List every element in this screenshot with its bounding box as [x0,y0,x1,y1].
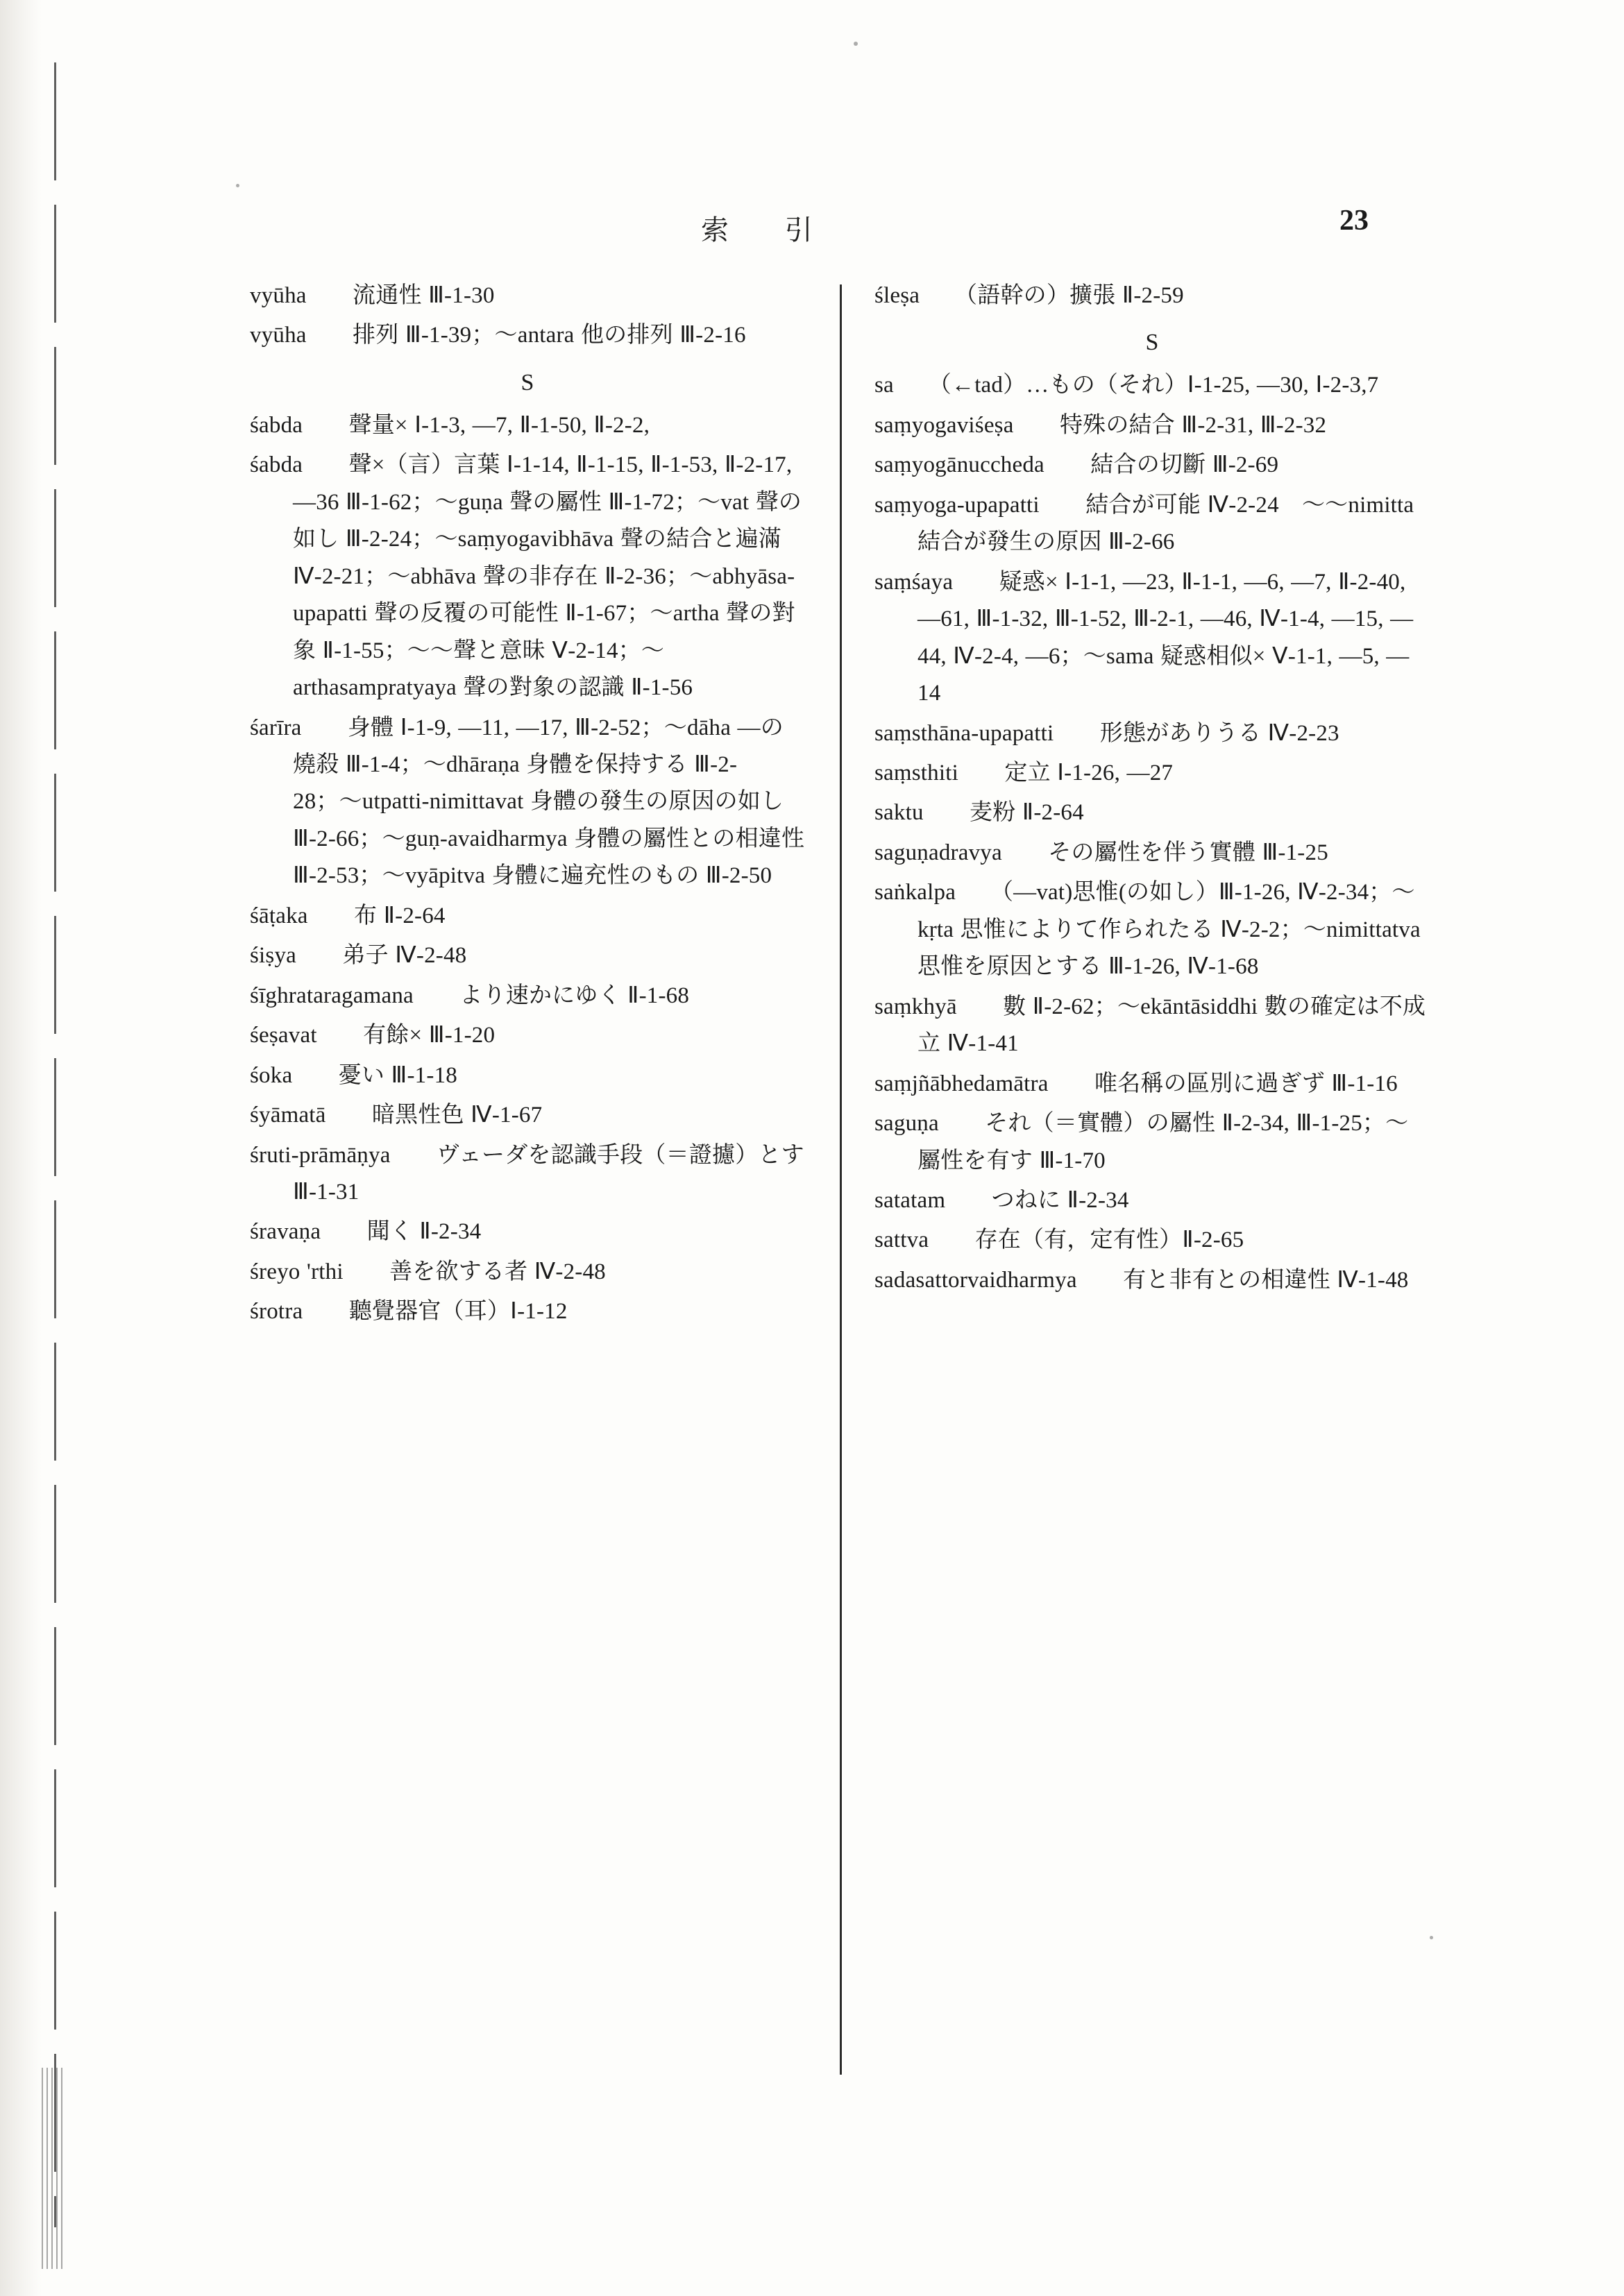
index-entry: saṃsthāna-upapatti 形態がありうる Ⅳ-2-23 [874,720,1339,746]
index-entry: śīghrataragamana より速かにゆく Ⅱ-1-68 [250,983,690,1008]
index-entry: saṃsthiti 定立 Ⅰ-1-26, —27 [874,760,1174,785]
index-entry: śabda 聲×（言）言葉 Ⅰ-1-14, Ⅱ-1-15, Ⅱ-1-53, Ⅱ-2-17, —36 Ⅲ-1-62；〜guṇa 聲の屬性 Ⅲ-1-72；〜vat 聲の如し Ⅲ-2-24；〜saṃyogavibhāva 聲の結合と遍滿 Ⅳ-2-21；〜abhāva 聲の非存在 Ⅱ-2-36；〜abhyāsa-upapatti 聲の反覆の可能性 Ⅱ-1-67；〜artha 聲の對象 Ⅱ-1-55；〜〜聲と意昧 Ⅴ-2-14；〜arthasampratyaya 聲の對象の認識 Ⅱ-1-56 [250,452,802,701]
spine-smudge [42,2068,65,2269]
index-entry: sa （←tad）…もの（それ）Ⅰ-1-25, —30, Ⅰ-2-3,7 [874,373,1379,398]
index-entry: vyūha 排列 Ⅲ-1-39；〜antara 他の排列 Ⅲ-2-16 [250,323,746,348]
index-entry: saṃkhyā 數 Ⅱ-2-62；〜ekāntāsiddhi 數の確定は不成立 Ⅳ-1-41 [874,994,1426,1057]
index-entry: śeṣavat 有餘× Ⅲ-1-20 [250,1023,496,1048]
index-entry: sadasattorvaidharmya 有と非有との相違性 Ⅳ-1-48 [874,1267,1409,1293]
left-column [250,278,805,1334]
index-entry: saṅkalpa （—vat)思惟(の如し）Ⅲ-1-26, Ⅳ-2-34；〜kṛta 思惟によりて作られたる Ⅳ-2-2；〜nimittatva 思惟を原因とする Ⅲ-1-26, Ⅳ-1-68 [874,880,1421,980]
index-entry: saṃyoga-upapatti 結合が可能 Ⅳ-2-24 〜〜nimitta 結合が發生の原因 Ⅲ-2-66 [874,492,1414,555]
index-entry: śāṭaka 布 Ⅱ-2-64 [250,903,446,928]
page-header [0,205,1624,250]
scan-speck [854,42,858,46]
index-entry: śruti-prāmāṇya ヴェーダを認識手段（＝證攄）とす Ⅲ-1-31 [250,1142,804,1205]
index-entry: śrotra 聽覺器官（耳）Ⅰ-1-12 [250,1299,568,1325]
index-entry: sattva 存在（有，定有性）Ⅱ-2-65 [874,1227,1244,1253]
index-entry: saktu 麦粉 Ⅱ-2-64 [874,800,1084,826]
index-entry: satatam つねに Ⅱ-2-34 [874,1187,1129,1213]
index-entry: śleṣa （語幹の）擴張 Ⅱ-2-59 [874,283,1184,308]
section-letter: S [1145,330,1159,356]
index-entry: śoka 憂い Ⅲ-1-18 [250,1062,457,1088]
scan-speck [236,184,239,187]
index-columns [250,278,1444,2095]
index-entry: saguṇadravya その屬性を伴う實體 Ⅲ-1-25 [874,840,1328,865]
index-entry: saṃyogaviśeṣa 特殊の結合 Ⅲ-2-31, Ⅲ-2-32 [874,412,1327,438]
index-entry: saṃśaya 疑惑× Ⅰ-1-1, —23, Ⅱ-1-1, —6, —7, Ⅱ-2-40, —61, Ⅲ-1-32, Ⅲ-1-52, Ⅲ-2-1, —46, Ⅳ-1-4, —15, —44, Ⅳ-2-4, —6；〜sama 疑惑相似× Ⅴ-1-1, —5, —14 [874,569,1414,706]
column-divider [840,284,842,2075]
index-entry: śyāmatā 暗黑性色 Ⅳ-1-67 [250,1103,543,1128]
index-entry: śiṣya 弟子 Ⅳ-2-48 [250,943,467,969]
index-entry: vyūha 流通性 Ⅲ-1-30 [250,283,495,308]
right-column [874,278,1430,1302]
index-entry: śabda 聲量× Ⅰ-1-3, —7, Ⅱ-1-50, Ⅱ-2-2, [250,412,650,438]
index-entry: śreyo 'rthi 善を欲する者 Ⅳ-2-48 [250,1259,606,1284]
page-number: 23 [1339,205,1369,237]
index-entry: saṃjñābhedamātra 唯名稱の區別に過ぎず Ⅲ-1-16 [874,1071,1398,1096]
running-title: 索 引 [701,214,836,246]
index-entry: śarīra 身體 Ⅰ-1-9, —11, —17, Ⅲ-2-52；〜dāha —の燒殺 Ⅲ-1-4；〜dhāraṇa 身體を保持する Ⅲ-2-28；〜utpatti-nimittavat 身體の發生の原因の如し Ⅲ-2-66；〜guṇ-avaidharmya 身體の屬性との相違性 Ⅲ-2-53；〜vyāpitva 身體に遍充性のもの Ⅲ-2-50 [250,715,805,889]
binding-mark [54,62,56,2227]
section-letter: S [521,369,534,396]
index-entry: saguṇa それ（＝實體）の屬性 Ⅱ-2-34, Ⅲ-1-25；〜屬性を有す Ⅲ-1-70 [874,1111,1409,1173]
index-entry: saṃyogānuccheda 結合の切斷 Ⅲ-2-69 [874,452,1279,478]
index-entry: śravaṇa 聞く Ⅱ-2-34 [250,1219,482,1245]
page-edge-shading [0,0,42,2296]
